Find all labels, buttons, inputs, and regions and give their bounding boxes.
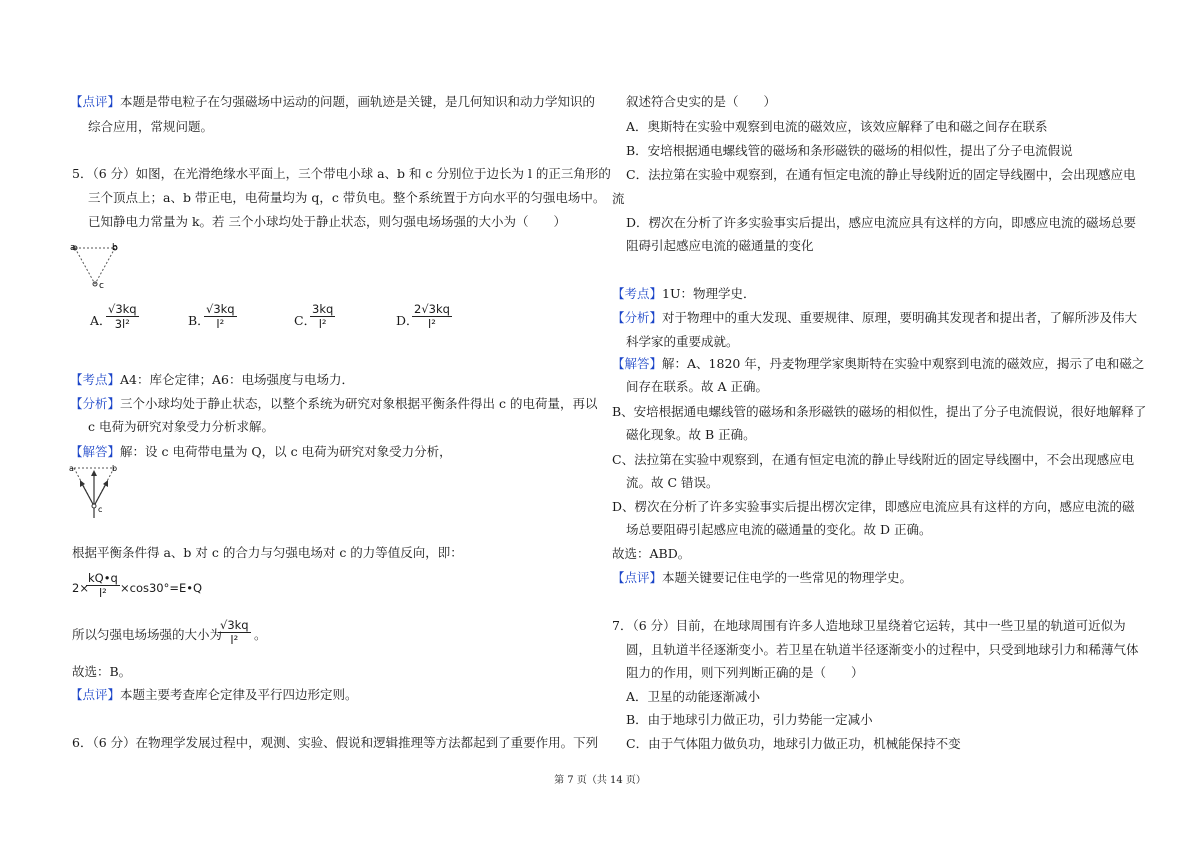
- r-jieda-line-7: D、楞次在分析了许多实验事实后提出楞次定律，即感应电流应具有这样的方向，感应电流的磁: [612, 499, 1135, 514]
- q5-line-1: 5．（6 分）如图，在光滑绝缘水平面上，三个带电小球 a、b 和 c 分别位于边长为 l 的正三角形的: [72, 166, 611, 181]
- dianping-line-1: 【点评】本题是带电粒子在匀强磁场中运动的问题，画轨迹是关键，是几何知识和动力学知识的: [70, 94, 596, 109]
- option-d-label: D．: [396, 313, 419, 328]
- option-b-fraction: $\frac{√3kq}{\text{l²}}$: [206, 302, 235, 331]
- q7-line-3: 阻力的作用，则下列判断正确的是（ ）: [626, 665, 864, 680]
- svg-text:a: a: [69, 464, 74, 473]
- q7-line-1: 7．（6 分）目前，在地球周围有许多人造地球卫星绕着它运转，其中一些卫星的轨道可近似为: [612, 618, 1126, 633]
- r-jieda-line-2: 间存在联系。故 A 正确。: [626, 379, 768, 394]
- svg-text:b: b: [112, 464, 118, 473]
- q7-option-b: B．由于地球引力做正功，引力势能一定减小: [626, 712, 873, 727]
- option-a-label: A．: [90, 313, 112, 328]
- option-c-label: C．: [294, 313, 317, 328]
- q5-line-2: 三个顶点上；a、b 带正电，电荷量均为 q，c 带负电。整个系统置于方向水平的匀强电场中。: [88, 190, 606, 205]
- answer-b: 故选：B。: [72, 664, 132, 679]
- balance-line: 根据平衡条件得 a、b 对 c 的合力与匀强电场对 c 的力等值反向，即：: [72, 545, 463, 560]
- r-jieda-line-1: 【解答】解：A、1820 年，丹麦物理学家奥斯特在实验中观察到电流的磁效应，揭示了电和磁之: [612, 356, 1145, 371]
- fenxi-line-2: c 电荷为研究对象受力分析求解。: [88, 419, 274, 434]
- q6-line-1: 6．（6 分）在物理学发展过程中，观测、实验、假说和逻辑推理等方法都起到了重要作用。下列: [72, 735, 599, 750]
- q7-line-2: 圆，且轨道半径逐渐变小。若卫星在轨道半径逐渐变小的过程中，只受到地球引力和稀薄气体: [626, 642, 1139, 657]
- q6-option-b: B．安培根据通电螺线管的磁场和条形磁铁的磁场的相似性，提出了分子电流假说: [626, 143, 1073, 158]
- q6-line-2: 叙述符合史实的是（ ）: [626, 94, 777, 109]
- label-c: c: [99, 281, 104, 291]
- q6-option-c-1: C．法拉第在实验中观察到，在通有恒定电流的静止导线附近的固定导线圈中，会出现感应电: [626, 167, 1136, 182]
- r-jieda-line-4: 磁化现象。故 B 正确。: [626, 427, 756, 442]
- option-c-fraction: $\frac{3kq}{\text{l²}}$: [312, 302, 334, 331]
- r-jieda-line-6: 流。故 C 错误。: [626, 475, 719, 490]
- svg-text:c: c: [98, 505, 103, 514]
- option-b-label: B．: [188, 313, 210, 328]
- result-fraction: $\frac{√3kq}{\text{l²}}$: [220, 618, 249, 647]
- q6-option-d-1: D．楞次在分析了许多实验事实后提出，感应电流应具有这样的方向，即感应电流的磁场总要: [626, 215, 1137, 230]
- r-kaodian-line: 【考点】1U：物理学史．: [612, 286, 756, 301]
- eq-suffix: ×cos30°=E•Q: [120, 581, 203, 595]
- result-suffix: 。: [254, 627, 267, 642]
- q5-line-3: 已知静电力常量为 k。若 三个小球均处于静止状态，则匀强电场场强的大小为（ ）: [88, 214, 567, 229]
- dianping-line-3: 【点评】本题主要考查库仑定律及平行四边形定则。: [70, 687, 358, 702]
- option-a-fraction: $\frac{√3kq}{\text{3l²}}$: [108, 302, 137, 331]
- r-jieda-line-5: C、法拉第在实验中观察到，在通有恒定电流的静止导线附近的固定导线圈中，不会出现感应电: [612, 452, 1135, 467]
- q7-option-c: C．由于气体阻力做负功，地球引力做正功，机械能保持不变: [626, 736, 961, 751]
- triangle-figure: [68, 240, 128, 292]
- kaodian-line: 【考点】A4：库仑定律；A6：电场强度与电场力．: [70, 372, 354, 387]
- r-jieda-line-8: 场总要阻碍引起感应电流的磁通量的变化。故 D 正确。: [626, 522, 932, 537]
- r-answer: 故选：ABD。: [612, 546, 691, 561]
- dianping-tag: 【点评】: [70, 94, 121, 109]
- force-diagram: [68, 462, 128, 522]
- q6-option-d-2: 阻碍引起感应电流的磁通量的变化: [626, 238, 814, 253]
- eq-prefix: 2×: [72, 581, 89, 595]
- label-b: b: [112, 243, 118, 253]
- fenxi-line-1: 【分析】三个小球均处于静止状态，以整个系统为研究对象根据平衡条件得出 c 的电荷量，再以: [70, 396, 598, 411]
- q6-option-a: A．奥斯特在实验中观察到电流的磁效应，该效应解释了电和磁之间存在联系: [626, 119, 1048, 134]
- q6-option-c-2: 流: [612, 191, 625, 206]
- option-d-fraction: $\frac{2√3kq}{\text{l²}}$: [414, 302, 450, 331]
- q7-option-a: A．卫星的动能逐渐减小: [626, 689, 761, 704]
- r-fenxi-line-2: 科学家的重要成就。: [626, 334, 739, 349]
- r-fenxi-line-1: 【分析】对于物理中的重大发现、重要规律、原理，要明确其发现者和提出者，了解所涉及伟大: [612, 310, 1138, 325]
- jieda-line: 【解答】解：设 c 电荷带电量为 Q，以 c 电荷为研究对象受力分析，: [70, 444, 452, 459]
- result-prefix: 所以匀强电场场强的大小为: [72, 627, 223, 642]
- r-dianping-line: 【点评】本题关键要记住电学的一些常见的物理学史。: [612, 570, 913, 585]
- dianping-line-2: 综合应用，常规问题。: [88, 119, 214, 134]
- eq-fraction: $\frac{kQ•q}{\text{l²}}$: [88, 571, 118, 600]
- r-jieda-line-3: B、安培根据通电螺线管的磁场和条形磁铁的磁场的相似性，提出了分子电流假说，很好地解释了: [612, 404, 1147, 419]
- page-footer: 第 7 页（共 14 页）: [554, 775, 646, 786]
- label-a: a: [70, 243, 76, 253]
